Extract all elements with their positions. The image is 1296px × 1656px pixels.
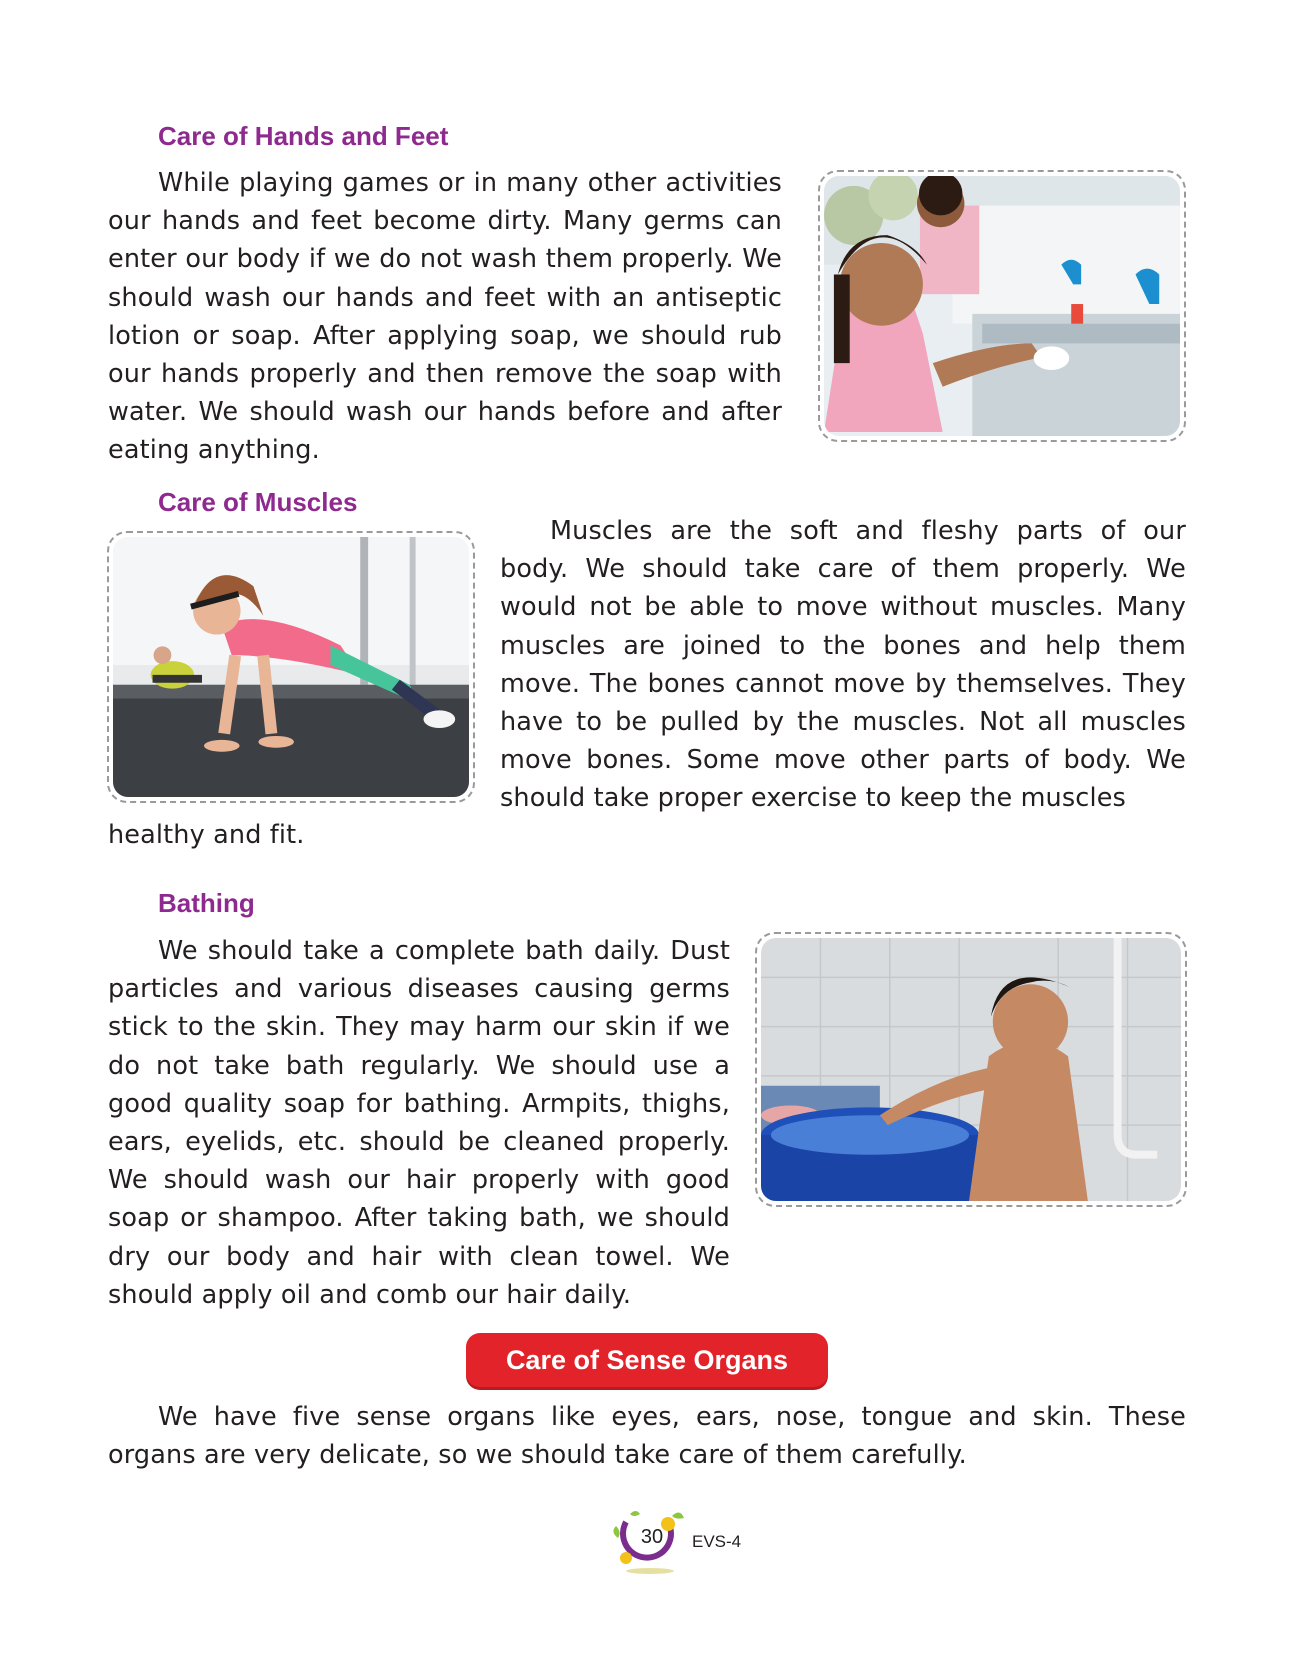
paragraph-muscles-tail: healthy and fit. — [108, 820, 305, 850]
book-code: EVS-4 — [692, 1532, 742, 1551]
paragraph-hands-feet: While playing games or in many other activities our hands and feet become dirty. Many germs can enter our body if we do not wash them properly. We should wash our hands and feet with an antiseptic lotion or soap. After applying soap, we should rub our hands properly and then remove the soap with water. We should wash our hands before and after eating anything. — [108, 168, 782, 466]
heading-hands-feet: Care of Hands and Feet — [158, 121, 449, 151]
photo-girl-push-up — [107, 531, 475, 803]
paragraph-bathing: We should take a complete bath daily. Dust particles and various diseases causing germs stick to the skin. They may harm our skin if we do not take bath regularly. We should use a good quality soap for bathing. Armpits, thighs, ears, eyelids, etc. should be cleaned properly. We should wash our hair properly with good soap or shampoo. After taking bath, we should dry our body and hair with clean towel. We should apply oil and comb our hair daily. — [108, 936, 730, 1310]
photo-boy-bathing — [755, 932, 1187, 1207]
paragraph-sense-organs: We have five sense organs like eyes, ears, nose, tongue and skin. These organs are very delicate, so we should take care of them carefully. — [108, 1402, 1186, 1471]
photo-girls-washing-hands — [818, 170, 1186, 442]
heading-muscles: Care of Muscles — [158, 487, 358, 517]
section-banner-sense-organs: Care of Sense Organs — [466, 1333, 828, 1387]
paragraph-muscles: Muscles are the soft and fleshy parts of our body. We should take care of them properly. We would not be able to move without muscles. Many muscles are joined to the bones and help them move. The bones cannot move by themselves. They have to be pulled by the muscles. Not all muscles move bones. Some move other parts of body. We should take proper exercise to keep the muscles — [500, 516, 1186, 814]
page-footer — [610, 1508, 760, 1576]
page-number: 30 — [640, 1526, 664, 1548]
heading-bathing: Bathing — [158, 888, 255, 918]
